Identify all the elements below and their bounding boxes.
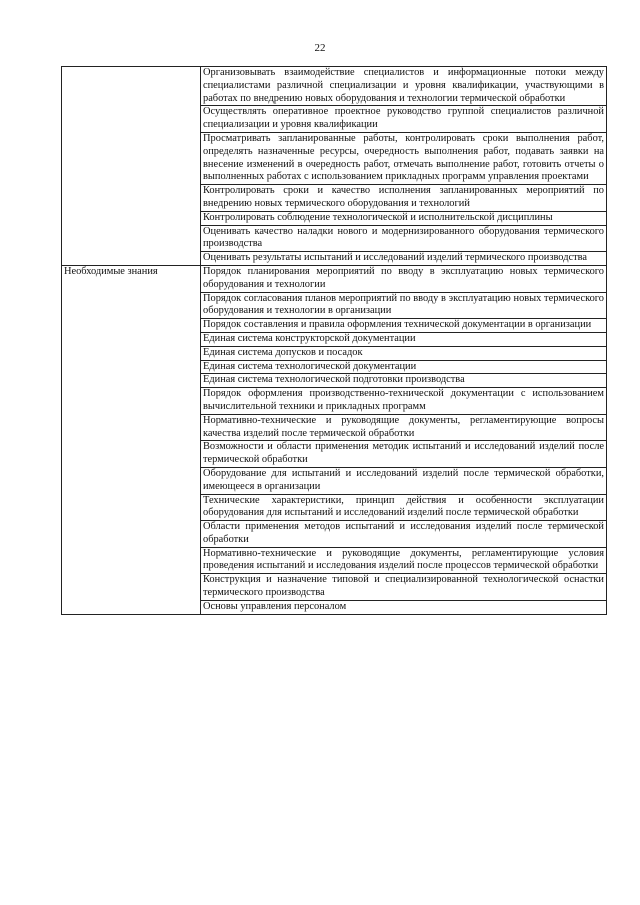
action-item: Оценивать результаты испытаний и исследований изделий термического производства [201, 252, 607, 266]
action-item: Контролировать соблюдение технологической и исполнительской дисциплины [201, 211, 607, 225]
action-item: Оценивать качество наладки нового и модернизированного оборудования термического производства [201, 225, 607, 252]
knowledge-item: Порядок оформления производственно-технической документации с использованием вычислительной техники и прикладных программ [201, 388, 607, 415]
action-item: Контролировать сроки и качество исполнения запланированных мероприятий по внедрению новых термического оборудования и технологий [201, 185, 607, 212]
knowledge-item: Оборудование для испытаний и исследований изделий после термической обработки, имеющееся в организации [201, 467, 607, 494]
knowledge-item: Порядок составления и правила оформления технической документации в организации [201, 319, 607, 333]
page-number: 22 [314, 42, 326, 54]
knowledge-item: Области применения методов испытаний и исследования изделий после термической обработки [201, 521, 607, 548]
knowledge-label: Необходимые знания [62, 265, 201, 614]
knowledge-item: Единая система конструкторской документации [201, 332, 607, 346]
knowledge-item: Единая система технологической подготовки производства [201, 374, 607, 388]
knowledge-item: Порядок согласования планов мероприятий по вводу в эксплуатацию новых термического оборудования и технологии в организации [201, 292, 607, 319]
knowledge-item: Технические характеристики, принцип действия и особенности эксплуатации оборудования для испытаний и исследований изделий после термической обработки [201, 494, 607, 521]
knowledge-item: Порядок планирования мероприятий по вводу в эксплуатацию новых термического оборудования и технологии [201, 265, 607, 292]
action-item: Просматривать запланированные работы, контролировать сроки выполнения работ, определять назначенные ресурсы, очередность выполнения работ, подавать заявки на внесение изменений в очередность работ, отмечать выполнение работ, готовить отчеты о выполненных работах с использованием прикладных программ управления проектами [201, 132, 607, 184]
empty-label-cell [62, 67, 201, 266]
knowledge-item: Нормативно-технические и руководящие документы, регламентирующие вопросы качества изделий после термической обработки [201, 414, 607, 441]
table-row [62, 67, 607, 106]
action-item: Осуществлять оперативное проектное руководство группой специалистов различной специализации и уровня квалификации [201, 106, 607, 133]
action-item: Организовывать взаимодействие специалистов и информационные потоки между специалистами различной специализации и уровня квалификации, участвующими в работах по внедрению новых оборудования и технологии термической обработки [201, 67, 607, 106]
knowledge-item: Возможности и области применения методик испытаний и исследований изделий после термической обработки [201, 441, 607, 468]
knowledge-item: Единая система допусков и посадок [201, 346, 607, 360]
knowledge-item: Конструкция и назначение типовой и специализированной технологической оснастки термического производства [201, 574, 607, 601]
requirements-table [61, 66, 607, 615]
knowledge-item: Нормативно-технические и руководящие документы, регламентирующие условия проведения испытаний и исследования изделий после процессов термической обработки [201, 547, 607, 574]
knowledge-item: Основы управления персоналом [201, 600, 607, 614]
knowledge-item: Единая система технологической документации [201, 360, 607, 374]
table-row [62, 265, 607, 292]
